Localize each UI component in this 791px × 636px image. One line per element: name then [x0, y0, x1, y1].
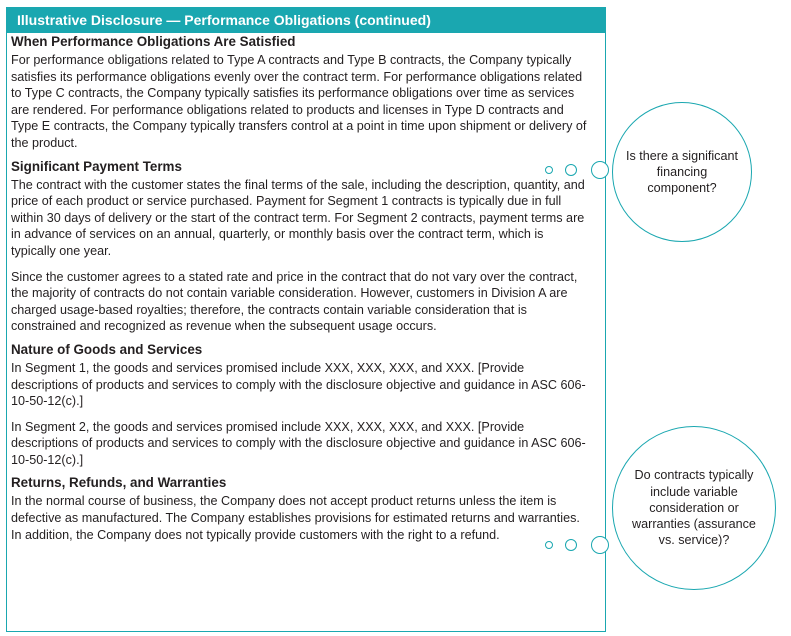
callout-financing-component [612, 102, 752, 242]
connector-dot-small [545, 166, 553, 174]
section-heading-goods-services: Nature of Goods and Services [11, 341, 203, 357]
section-paragraph: In the normal course of business, the Company does not accept product returns unless the item is defective as manufactured. The Company establishes provisions for estimated returns and warranties. In addition, the Company does not typically provide customers with the right to a refund. [11, 494, 580, 542]
section-paragraph: For performance obligations related to Type A contracts and Type B contracts, the Company typically satisfies its performance obligations evenly over the contract term. For performance obligations related to Type C contracts, the Company typically satisfies its performance obligations over time as services are rendered. For performance obligations related to products and licenses in Type D contracts and Type E contracts, the Company typically transfers control at a point in time upon shipment or delivery of the product. [11, 53, 587, 150]
callout-text: Is there a significant financing component? [625, 148, 738, 196]
connector-dot-large [591, 536, 609, 554]
connector-dot-small [545, 541, 553, 549]
callout-variable-consideration [612, 426, 776, 590]
callout-text: Do contracts typically include variable consideration or warranties (assurance vs. service)? [632, 468, 756, 548]
connector-dot-medium [565, 164, 577, 176]
section-heading-satisfied: When Performance Obligations Are Satisfied [11, 34, 296, 49]
section-paragraph: In Segment 2, the goods and services promised include XXX, XXX, XXX, and XXX. [Provide descriptions of products and services to comply with the disclosure objective and guidance in ASC 606-10-50-12(c).] [11, 419, 586, 467]
connector-dot-medium [565, 539, 577, 551]
section-paragraph: Since the customer agrees to a stated rate and price in the contract that do not vary over the contract, the majority of contracts do not contain variable consideration. However, customers in Division A are charged usage-based royalties; therefore, the contracts contain variable consideration that is constrained and recognized as revenue when the subsequent usage occurs. [11, 269, 578, 334]
section-heading-payment-terms: Significant Payment Terms [11, 158, 182, 174]
connector-dot-large [591, 161, 609, 179]
disclosure-content [11, 33, 587, 543]
section-paragraph: The contract with the customer states the final terms of the sale, including the description, quantity, and price of each product or service purchased. Payment for Segment 1 contracts is typically due in full within 30 days of delivery or the start of the contract term. For Segment 2 contracts, payment terms are in advance of services on an annual, quarterly, or monthly basis over the contract term, which is typically one year. [11, 177, 585, 258]
panel-header: Illustrative Disclosure — Performance Obligations (continued) [7, 8, 605, 33]
section-heading-returns: Returns, Refunds, and Warranties [11, 475, 227, 491]
section-paragraph: In Segment 1, the goods and services promised include XXX, XXX, XXX, and XXX. [Provide descriptions of products and services to comply with the disclosure objective and guidance in ASC 606-10-50-12(c).] [11, 360, 586, 409]
